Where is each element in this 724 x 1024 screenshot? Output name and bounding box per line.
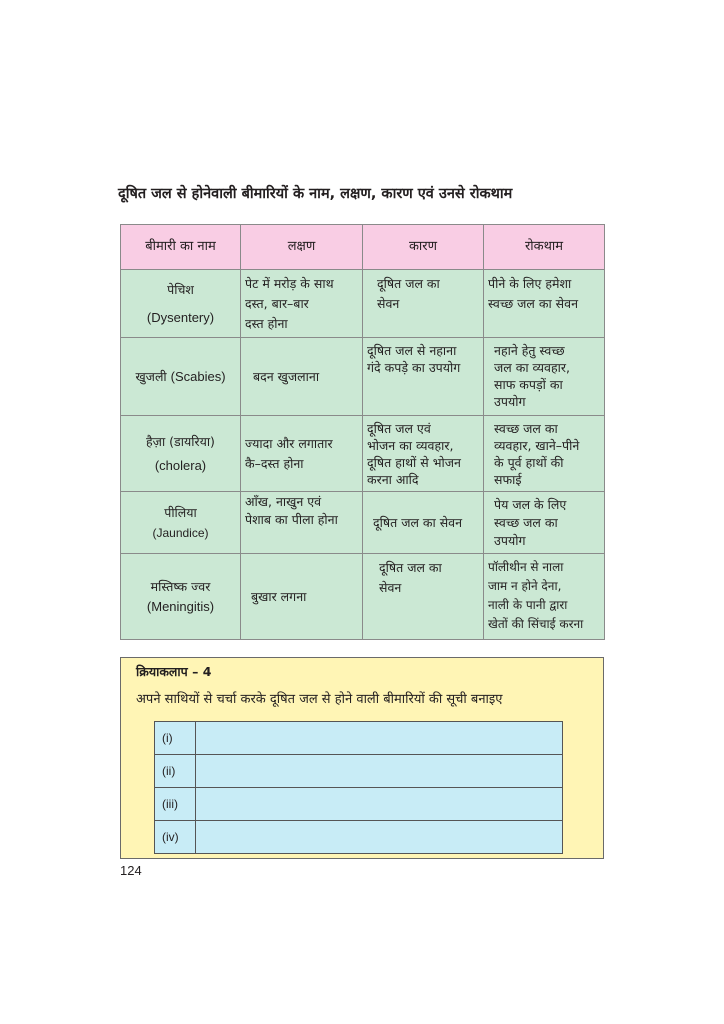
symptom-line: ज्यादा और लगातार bbox=[245, 435, 333, 451]
header-cause: कारण bbox=[363, 225, 484, 270]
answer-number: (i) bbox=[155, 722, 196, 755]
prevention-cell bbox=[484, 492, 605, 554]
header-disease-name: बीमारी का नाम bbox=[121, 225, 241, 270]
page-number: 124 bbox=[120, 863, 142, 878]
activity-box bbox=[120, 657, 604, 859]
disease-name-hindi: पीलिया bbox=[164, 504, 197, 520]
prevention-line: स्वच्छ जल का bbox=[494, 421, 558, 436]
prevention-cell bbox=[484, 338, 605, 416]
cause-line: दूषित जल का bbox=[377, 276, 440, 291]
cause-cell bbox=[363, 554, 484, 640]
disease-name-english: (Meningitis) bbox=[146, 598, 215, 614]
disease-name-hindi: खुजली bbox=[135, 368, 167, 384]
symptom-line: आँख, नाखुन एवं bbox=[245, 494, 322, 509]
cause-cell bbox=[363, 270, 484, 338]
prevention-line: स्वच्छ जल का सेवन bbox=[488, 296, 579, 311]
cause-line: सेवन bbox=[377, 296, 400, 311]
symptom-line: पेशाब का पीला होना bbox=[245, 512, 338, 527]
prevention-line: खेतों की सिंचाई करना bbox=[488, 617, 584, 631]
answer-number: (iii) bbox=[155, 788, 196, 821]
prevention-line: के पूर्व हाथों की bbox=[494, 455, 564, 470]
symptom-line: बुखार लगना bbox=[251, 588, 307, 604]
header-prevention: रोकथाम bbox=[484, 225, 605, 270]
disease-name-english: (cholera) bbox=[154, 457, 207, 473]
disease-name-hindi: मस्तिष्क ज्वर bbox=[150, 578, 211, 594]
table-row bbox=[121, 270, 605, 338]
disease-name-english: (Dysentery) bbox=[146, 309, 215, 325]
prevention-line: पॉलीथीन से नाला bbox=[488, 560, 564, 574]
prevention-line: नाली के पानी द्वारा bbox=[488, 598, 568, 612]
table-row bbox=[121, 416, 605, 492]
disease-name-english: (Scabies) bbox=[170, 368, 226, 384]
prevention-line: पेय जल के लिए bbox=[494, 497, 567, 512]
disease-name-cell bbox=[121, 416, 241, 492]
prevention-line: जाम न होने देना, bbox=[488, 579, 562, 593]
prevention-line: पीने के लिए हमेशा bbox=[488, 276, 572, 291]
symptom-line: बदन खुजलाना bbox=[253, 368, 320, 384]
disease-name-cell bbox=[121, 338, 241, 416]
cause-line: दूषित जल का सेवन bbox=[373, 514, 463, 530]
disease-name-hindi: पेचिश bbox=[167, 281, 194, 297]
cause-line: दूषित जल से नहाना bbox=[367, 343, 457, 358]
disease-name-cell bbox=[121, 492, 241, 554]
symptoms-cell bbox=[241, 416, 363, 492]
prevention-cell bbox=[484, 416, 605, 492]
table-header-row bbox=[121, 225, 605, 270]
answer-row bbox=[155, 755, 563, 788]
answer-number: (ii) bbox=[155, 755, 196, 788]
cause-cell bbox=[363, 338, 484, 416]
prevention-line: उपयोग bbox=[494, 533, 526, 548]
prevention-line: नहाने हेतु स्वच्छ bbox=[494, 343, 565, 358]
disease-name-hindi: हैज़ा (डायरिया) bbox=[146, 433, 215, 449]
prevention-line: साफ कपड़ों का bbox=[494, 377, 563, 392]
cause-line: दूषित जल का bbox=[379, 560, 442, 575]
symptom-line: दस्त होना bbox=[245, 316, 288, 331]
activity-instruction: अपने साथियों से चर्चा करके दूषित जल से होने वाली बीमारियों की सूची बनाइए bbox=[136, 692, 503, 707]
answer-number: (iv) bbox=[155, 821, 196, 854]
cause-cell bbox=[363, 416, 484, 492]
prevention-line: स्वच्छ जल का bbox=[494, 515, 558, 530]
answer-row bbox=[155, 722, 563, 755]
symptoms-cell bbox=[241, 338, 363, 416]
cause-line: दूषित जल एवं bbox=[367, 421, 431, 436]
answer-row bbox=[155, 821, 563, 854]
page-title: दूषित जल से होनेवाली बीमारियों के नाम, लक्षण, कारण एवं उनसे रोकथाम bbox=[118, 186, 513, 202]
cause-line: गंदे कपड़े का उपयोग bbox=[367, 360, 461, 375]
answer-table bbox=[154, 721, 563, 854]
answer-field[interactable] bbox=[196, 788, 563, 821]
disease-name-cell bbox=[121, 270, 241, 338]
cause-line: करना आदि bbox=[367, 472, 419, 487]
cause-line: सेवन bbox=[379, 580, 402, 595]
cause-line: भोजन का व्यवहार, bbox=[367, 438, 454, 453]
table-row bbox=[121, 554, 605, 640]
answer-row bbox=[155, 788, 563, 821]
symptoms-cell bbox=[241, 270, 363, 338]
activity-title: क्रियाकलाप – 4 bbox=[136, 664, 212, 679]
answer-field[interactable] bbox=[196, 722, 563, 755]
symptom-line: दस्त, बार–बार bbox=[245, 296, 309, 311]
cause-line: दूषित हाथों से भोजन bbox=[367, 455, 461, 470]
disease-name-english: (Jaundice) bbox=[152, 525, 209, 540]
symptoms-cell bbox=[241, 492, 363, 554]
answer-field[interactable] bbox=[196, 821, 563, 854]
table-row bbox=[121, 338, 605, 416]
disease-name-cell bbox=[121, 554, 241, 640]
prevention-line: व्यवहार, खाने–पीने bbox=[494, 438, 580, 453]
cause-cell bbox=[363, 492, 484, 554]
symptom-line: कै–दस्त होना bbox=[245, 455, 304, 471]
prevention-line: जल का व्यवहार, bbox=[494, 360, 570, 375]
table-row bbox=[121, 492, 605, 554]
header-symptoms: लक्षण bbox=[241, 225, 363, 270]
prevention-line: सफाई bbox=[494, 472, 522, 487]
prevention-line: उपयोग bbox=[494, 394, 526, 409]
symptom-line: पेट में मरोड़ के साथ bbox=[245, 276, 334, 291]
disease-table bbox=[120, 224, 605, 640]
prevention-cell bbox=[484, 554, 605, 640]
answer-field[interactable] bbox=[196, 755, 563, 788]
symptoms-cell bbox=[241, 554, 363, 640]
prevention-cell bbox=[484, 270, 605, 338]
